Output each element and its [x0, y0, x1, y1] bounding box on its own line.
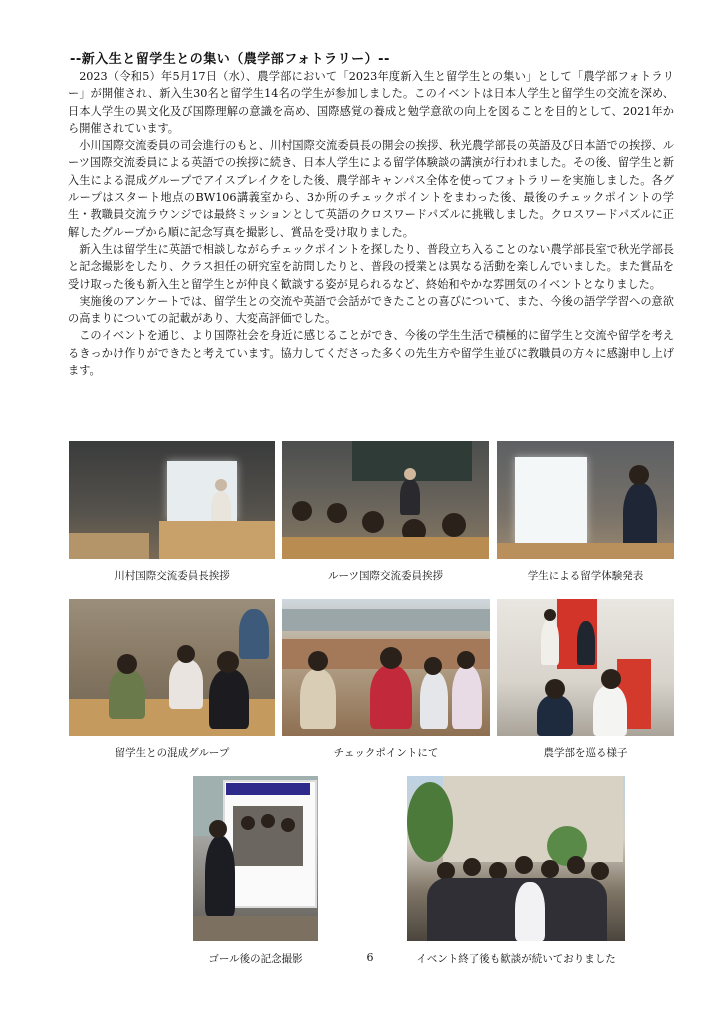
- photo-after-event-chat: [407, 776, 625, 941]
- paragraph: このイベントを通じ、より国際社会を身近に感じることができ、今後の学生生活で積極的に留学生と交流や留学を考えるきっかけ作りができたと考えています。協力してくださった多くの先生方や留学生並びに教職員の方々に感謝申し上げます。: [68, 329, 674, 378]
- photo-caption: イベント終了後も歓談が続いておりました: [416, 953, 616, 965]
- article-heading: --新入生と留学生との集い（農学部フォトラリー）--: [70, 52, 390, 67]
- page-number: 6: [366, 951, 374, 964]
- paragraph: 2023（令和5）年5月17日（水）、農学部において「2023年度新入生と留学生との集い」として「農学部フォトラリー」が開催され、新入生30名と留学生14名の学生が参加しました。このイベントは日本人学生と留学生の交流を深め、日本人学生の異文化及び国際理解の意識を高め、国際感覚の養成と勉学意欲の向上を図ることを目的として、2021年から開催されています。: [68, 70, 674, 135]
- paragraph: 新入生は留学生に英語で相談しながらチェックポイントを探したり、普段立ち入ることのない農学部長室で秋光学部長と記念撮影をしたり、クラス担任の研究室を訪問したりと、普段の授業とは異なる活動を楽しんでいました。また賞品を受け取った後も新入生と留学生とが仲良く歓談する姿が見られるなど、終始和やかな雰囲気のイベントとなりました。: [68, 242, 674, 291]
- article-body: [68, 68, 674, 379]
- photo-caption: 学生による留学体験発表: [527, 570, 644, 582]
- photo-touring-faculty: [497, 599, 674, 736]
- photo-caption: チェックポイントにて: [333, 747, 439, 759]
- photo-chair-greeting: [69, 441, 275, 559]
- photo-checkpoint: [282, 599, 490, 736]
- photo-goal-commemorative: [193, 776, 318, 941]
- photo-caption: 農学部を巡る様子: [543, 747, 628, 759]
- photo-caption: 川村国際交流委員長挨拶: [114, 570, 230, 582]
- photo-roots-greeting: [282, 441, 489, 559]
- paragraph: 小川国際交流委員の司会進行のもと、川村国際交流委員長の開会の挨拶、秋光農学部長の英語及び日本語での挨拶、ルーツ国際交流委員による英語での挨拶に続き、日本人学生による留学体験談の講演が行われました。その後、留学生と新入生による混成グループでアイスブレイクをした後、農学部キャンパス全体を使ってフォトラリーを実施しました。各グループはスタート地点のBW106講義室から、3か所のチェックポイントをまわった後、最後のチェックポイントの学生・教職員交流ラウンジでは最終ミッションとして英語のクロスワードパズルに挑戦しました。クロスワードパズルに正解したグループから順に記念写真を撮影し、賞品を受け取りました。: [68, 139, 674, 239]
- photo-caption: 留学生との混成グループ: [114, 747, 230, 759]
- photo-caption: ルーツ国際交流委員挨拶: [327, 570, 444, 582]
- photo-mixed-groups: [69, 599, 275, 736]
- photo-caption: ゴール後の記念撮影: [208, 953, 303, 965]
- paragraph: 実施後のアンケートでは、留学生との交流や英語で会話ができたことの喜びについて、また、今後の語学学習への意欲の高まりについての記載があり、大変高評価でした。: [68, 294, 674, 326]
- photo-study-abroad-talk: [497, 441, 674, 559]
